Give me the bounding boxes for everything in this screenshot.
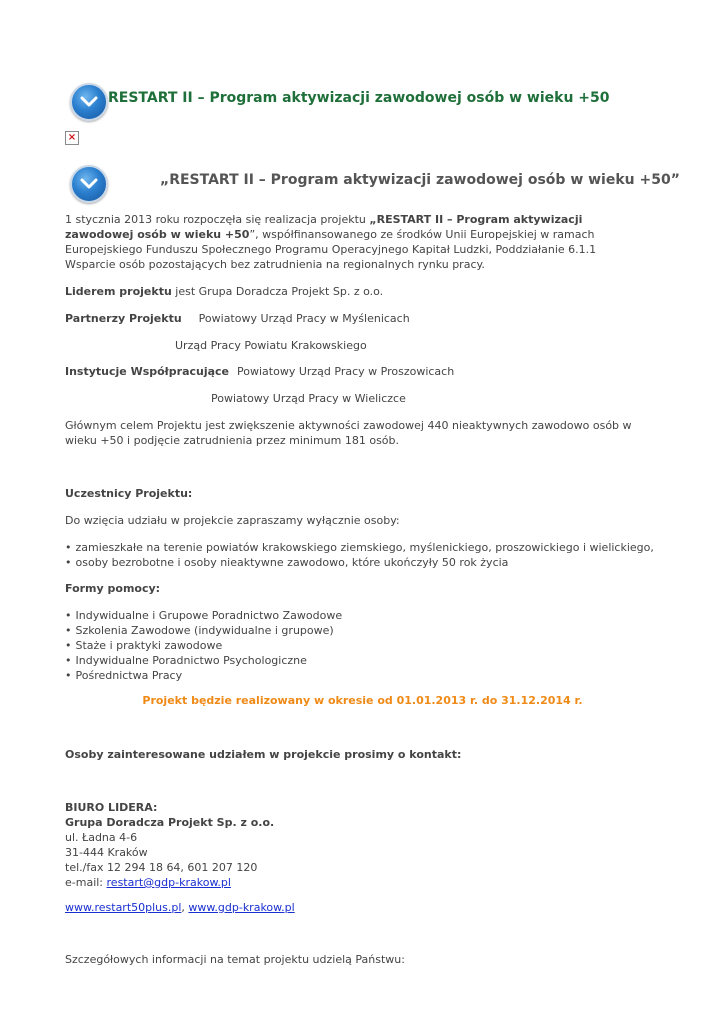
- office-phone: tel./fax 12 294 18 64, 601 207 120: [65, 861, 258, 874]
- participants-heading: Uczestnicy Projektu:: [65, 487, 193, 500]
- contact-heading: Osoby zainteresowane udziałem w projekcie prosimy o kontakt:: [65, 748, 462, 761]
- office-label: BIURO LIDERA:: [65, 801, 158, 814]
- institutions-line: Instytucje Współpracujące Powiatowy Urząd Pracy w Proszowicach: [65, 365, 455, 378]
- project-period: Projekt będzie realizowany w okresie od 01.01.2013 r. do 31.12.2014 r.: [142, 694, 583, 707]
- leader-line: Liderem projektu jest Grupa Doradcza Projekt Sp. z o.o.: [65, 285, 384, 298]
- partner-item: Urząd Pracy Powiatu Krakowskiego: [175, 339, 367, 352]
- office-email-line: e-mail: restart@gdp-krakow.pl: [65, 876, 231, 889]
- office-block: [65, 800, 650, 890]
- project-title: „RESTART II – Program aktywizacji zawodowej osób w wieku +50”: [160, 172, 680, 188]
- partners-line: Partnerzy Projektu Powiatowy Urząd Pracy w Myślenicach: [65, 312, 410, 325]
- list-item: • Indywidualne Poradnictwo Psychologiczne: [65, 653, 342, 668]
- list-item: • Indywidualne i Grupowe Poradnictwo Zawodowe: [65, 608, 342, 623]
- page-title: RESTART II – Program aktywizacji zawodowej osób w wieku +50: [108, 90, 610, 106]
- institution-item: Powiatowy Urząd Pracy w Wieliczce: [211, 392, 406, 405]
- email-link[interactable]: restart@gdp-krakow.pl: [106, 876, 231, 889]
- office-street: ul. Ładna 4-6: [65, 831, 138, 844]
- help-heading: Formy pomocy:: [65, 582, 161, 595]
- broken-image-icon: ×: [65, 131, 79, 145]
- intro-paragraph: 1 stycznia 2013 roku rozpoczęła się realizacja projektu „RESTART II – Program aktywizacji zawodowej osób w wieku +50”, współfinansowanego ze środków Unii Europejskiej w ramach Europejskiego Funduszu Społecznego Programu Operacyjnego Kapitał Ludzki, Poddziałanie 6.1.1 Wsparcie osób pozostających bez zatrudnienia na regionalnych rynku pracy.: [65, 213, 597, 271]
- list-item: • Pośrednictwa Pracy: [65, 668, 342, 683]
- list-item: • zamieszkałe na terenie powiatów krakowskiego ziemskiego, myślenickiego, proszowickiego i wielickiego,: [65, 540, 654, 555]
- restart-website-link[interactable]: www.restart50plus.pl: [65, 901, 182, 914]
- gdp-website-link[interactable]: www.gdp-krakow.pl: [188, 901, 295, 914]
- office-company: Grupa Doradcza Projekt Sp. z o.o.: [65, 816, 275, 829]
- help-list: [65, 608, 342, 683]
- office-city: 31-444 Kraków: [65, 846, 148, 859]
- check-badge-icon: [70, 83, 108, 121]
- list-item: • osoby bezrobotne i osoby nieaktywne zawodowo, które ukończyły 50 rok życia: [65, 555, 654, 570]
- goal-paragraph: Głównym celem Projektu jest zwiększenie aktywności zawodowej 440 nieaktywnych zawodowo osób w wieku +50 i podjęcie zatrudnienia przez minimum 181 osób.: [65, 419, 632, 447]
- footer-text: Szczegółowych informacji na temat projektu udzielą Państwu:: [65, 953, 405, 966]
- list-item: • Staże i praktyki zawodowe: [65, 638, 342, 653]
- participants-list: [65, 540, 654, 570]
- participants-intro: Do wzięcia udziału w projekcie zapraszamy wyłącznie osoby:: [65, 514, 400, 527]
- check-badge-icon: [70, 165, 108, 203]
- website-links: www.restart50plus.pl, www.gdp-krakow.pl: [65, 901, 295, 914]
- list-item: • Szkolenia Zawodowe (indywidualne i grupowe): [65, 623, 342, 638]
